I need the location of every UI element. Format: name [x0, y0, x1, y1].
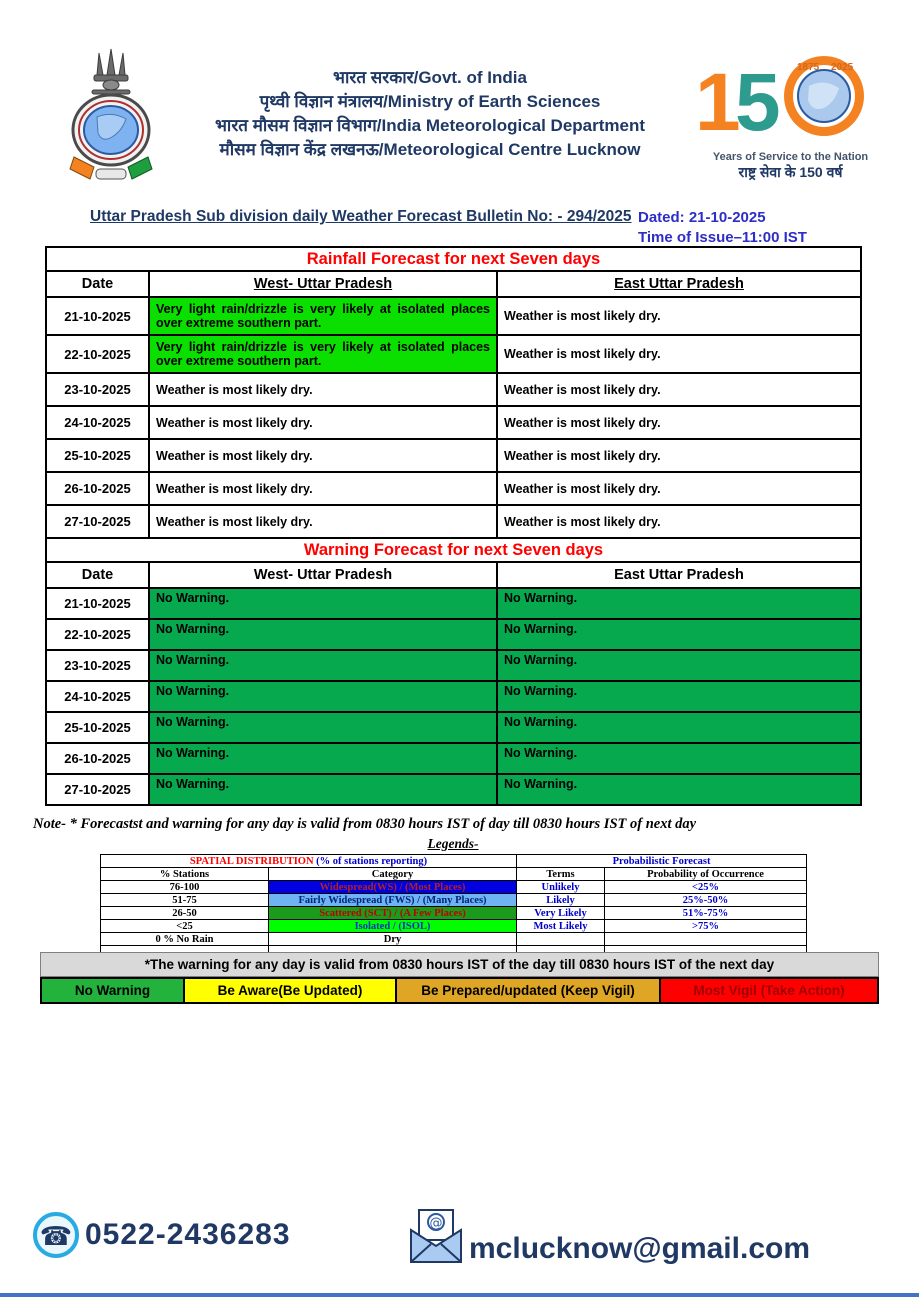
svg-text:@: @	[429, 1216, 443, 1231]
rainfall-row	[46, 406, 861, 439]
rainfall-east-forecast: Weather is most likely dry.	[497, 472, 861, 505]
legends-table	[100, 854, 807, 959]
warning-col-west: West- Uttar Pradesh	[149, 562, 497, 588]
legend-row	[101, 907, 807, 920]
logo150-caption-en: Years of Service to the Nation	[712, 151, 869, 163]
150-years-icon	[693, 52, 888, 144]
svg-text:1875: 1875	[797, 62, 820, 73]
warning-east: No Warning.	[497, 681, 861, 712]
legend-term: Unlikely	[517, 881, 605, 894]
warning-level-scale	[40, 977, 879, 1004]
warning-east: No Warning.	[497, 619, 861, 650]
legend-category: Fairly Widespread (FWS) / (Many Places)	[269, 894, 517, 907]
legend-stations: <25	[101, 920, 269, 933]
legend-col-terms: Terms	[517, 868, 605, 881]
government-header	[175, 66, 685, 162]
legend-col-probability: Probability of Occurrence	[605, 868, 807, 881]
warning-date: 23-10-2025	[46, 650, 149, 681]
rainfall-col-east: East Uttar Pradesh	[497, 271, 861, 297]
rainfall-date: 21-10-2025	[46, 297, 149, 335]
rainfall-west-forecast: Very light rain/drizzle is very likely at isolated places over extreme southern part.	[149, 335, 497, 373]
svg-text:1: 1	[695, 57, 741, 144]
legend-row	[101, 894, 807, 907]
rainfall-row	[46, 335, 861, 373]
legend-probability: 25%-50%	[605, 894, 807, 907]
header-line-imd: भारत मौसम विज्ञान विभाग/India Meteorological Department	[214, 116, 646, 135]
legend-stations: 26-50	[101, 907, 269, 920]
legend-term: Likely	[517, 894, 605, 907]
rainfall-west-forecast: Weather is most likely dry.	[149, 373, 497, 406]
rainfall-east-forecast: Weather is most likely dry.	[497, 335, 861, 373]
legend-probability	[605, 933, 807, 946]
rainfall-date: 27-10-2025	[46, 505, 149, 538]
legend-term: Most Likely	[517, 920, 605, 933]
warning-east: No Warning.	[497, 712, 861, 743]
rainfall-east-forecast: Weather is most likely dry.	[497, 439, 861, 472]
rainfall-east-forecast: Weather is most likely dry.	[497, 297, 861, 335]
warning-west: No Warning.	[149, 619, 497, 650]
issue-time: Time of Issue–11:00 IST	[638, 229, 807, 246]
warning-west: No Warning.	[149, 774, 497, 805]
warning-date: 24-10-2025	[46, 681, 149, 712]
rainfall-west-forecast: Weather is most likely dry.	[149, 505, 497, 538]
rainfall-title-row	[46, 247, 861, 271]
warning-west: No Warning.	[149, 712, 497, 743]
warning-row	[46, 681, 861, 712]
rainfall-west-forecast: Weather is most likely dry.	[149, 406, 497, 439]
legend-category: Widespread(WS) / (Most Places)	[269, 881, 517, 894]
issue-date: Dated: 21-10-2025	[638, 209, 766, 226]
warning-level-cell: Most Vigil (Take Action)	[661, 977, 879, 1004]
warning-west: No Warning.	[149, 681, 497, 712]
legend-col-stations: % Stations	[101, 868, 269, 881]
legend-probability: 51%-75%	[605, 907, 807, 920]
rainfall-date: 25-10-2025	[46, 439, 149, 472]
imd-emblem-icon	[52, 45, 170, 190]
email-address: mclucknow@gmail.com	[469, 1232, 811, 1265]
warning-row	[46, 743, 861, 774]
rainfall-date: 22-10-2025	[46, 335, 149, 373]
forecast-table	[45, 246, 862, 806]
logo150-caption-hi: राष्ट्र सेवा के 150 वर्ष	[738, 164, 843, 180]
warning-header-row	[46, 562, 861, 588]
warning-west: No Warning.	[149, 743, 497, 774]
telephone-icon	[33, 1212, 79, 1258]
legend-probability: <25%	[605, 881, 807, 894]
legend-term: Very Likely	[517, 907, 605, 920]
warning-east: No Warning.	[497, 588, 861, 619]
legend-row	[101, 881, 807, 894]
150-years-logo	[693, 52, 888, 187]
rainfall-col-west: West- Uttar Pradesh	[149, 271, 497, 297]
header-line-centre: मौसम विज्ञान केंद्र लखनऊ/Meteorological Centre Lucknow	[219, 140, 641, 159]
legends-title-row	[101, 855, 807, 868]
legend-category: Isolated / (ISOL)	[269, 920, 517, 933]
warning-row	[46, 650, 861, 681]
legend-row	[101, 920, 807, 933]
warning-level-cell: No Warning	[40, 977, 185, 1004]
legend-category: Scattered (SCT) / (A Few Places)	[269, 907, 517, 920]
warning-date: 26-10-2025	[46, 743, 149, 774]
spatial-title-text: SPATIAL DISTRIBUTION	[189, 855, 314, 867]
legend-probability: >75%	[605, 920, 807, 933]
header-line-ministry: पृथ्वी विज्ञान मंत्रालय/Ministry of Earth Sciences	[259, 92, 601, 111]
rainfall-section-title: Rainfall Forecast for next Seven days	[46, 247, 861, 271]
warning-col-east: East Uttar Pradesh	[497, 562, 861, 588]
header-line-govt: भारत सरकार/Govt. of India	[333, 68, 527, 87]
rainfall-east-forecast: Weather is most likely dry.	[497, 505, 861, 538]
issue-info	[638, 208, 883, 248]
rainfall-header-row	[46, 271, 861, 297]
rainfall-row	[46, 472, 861, 505]
legend-term	[517, 933, 605, 946]
rainfall-row	[46, 297, 861, 335]
validity-note: Note- * Forecastst and warning for any day is valid from 0830 hours IST of day till 0830 hours IST of next day	[33, 816, 697, 832]
rainfall-west-forecast: Very light rain/drizzle is very likely at isolated places over extreme southern part.	[149, 297, 497, 335]
rainfall-date: 24-10-2025	[46, 406, 149, 439]
warning-date: 25-10-2025	[46, 712, 149, 743]
warning-date: 27-10-2025	[46, 774, 149, 805]
email-icon	[405, 1200, 467, 1266]
imd-emblem-logo	[52, 45, 170, 190]
spatial-title-subtext: (% of stations reporting)	[313, 855, 428, 867]
warning-title-row	[46, 538, 861, 562]
svg-text:☎: ☎	[39, 1222, 73, 1252]
legend-stations: 0 % No Rain	[101, 933, 269, 946]
page-bottom-rule	[0, 1293, 919, 1297]
svg-text:2025: 2025	[831, 62, 854, 73]
warning-row	[46, 774, 861, 805]
legends-label: Legends-	[427, 836, 479, 851]
warning-row	[46, 712, 861, 743]
warning-west: No Warning.	[149, 588, 497, 619]
rainfall-row	[46, 373, 861, 406]
warning-row	[46, 588, 861, 619]
legends-header-row	[101, 868, 807, 881]
spatial-distribution-title	[101, 855, 517, 868]
warning-east: No Warning.	[497, 650, 861, 681]
rainfall-row	[46, 505, 861, 538]
rainfall-date: 26-10-2025	[46, 472, 149, 505]
footer-phone	[33, 1212, 291, 1258]
rainfall-west-forecast: Weather is most likely dry.	[149, 439, 497, 472]
warning-validity-bar: *The warning for any day is valid from 0830 hours IST of the day till 0830 hours IST of the next day	[40, 952, 879, 977]
warning-date: 22-10-2025	[46, 619, 149, 650]
warning-row	[46, 619, 861, 650]
warning-west: No Warning.	[149, 650, 497, 681]
warning-east: No Warning.	[497, 774, 861, 805]
svg-text:5: 5	[735, 57, 781, 144]
legend-stations: 51-75	[101, 894, 269, 907]
warning-date: 21-10-2025	[46, 588, 149, 619]
footer-email	[405, 1200, 810, 1266]
warning-east: No Warning.	[497, 743, 861, 774]
rainfall-west-forecast: Weather is most likely dry.	[149, 472, 497, 505]
warning-section-title: Warning Forecast for next Seven days	[46, 538, 861, 562]
warning-col-date: Date	[46, 562, 149, 588]
rainfall-date: 23-10-2025	[46, 373, 149, 406]
probabilistic-forecast-title: Probabilistic Forecast	[517, 855, 807, 868]
legend-stations: 76-100	[101, 881, 269, 894]
legend-col-category: Category	[269, 868, 517, 881]
legend-row	[101, 933, 807, 946]
warning-level-cell: Be Prepared/updated (Keep Vigil)	[397, 977, 661, 1004]
rainfall-row	[46, 439, 861, 472]
bulletin-title: Uttar Pradesh Sub division daily Weather Forecast Bulletin No: - 294/2025	[90, 208, 632, 225]
rainfall-col-date: Date	[46, 271, 149, 297]
rainfall-east-forecast: Weather is most likely dry.	[497, 373, 861, 406]
phone-number: 0522-2436283	[85, 1218, 291, 1251]
legend-category: Dry	[269, 933, 517, 946]
rainfall-east-forecast: Weather is most likely dry.	[497, 406, 861, 439]
warning-level-cell: Be Aware(Be Updated)	[185, 977, 397, 1004]
